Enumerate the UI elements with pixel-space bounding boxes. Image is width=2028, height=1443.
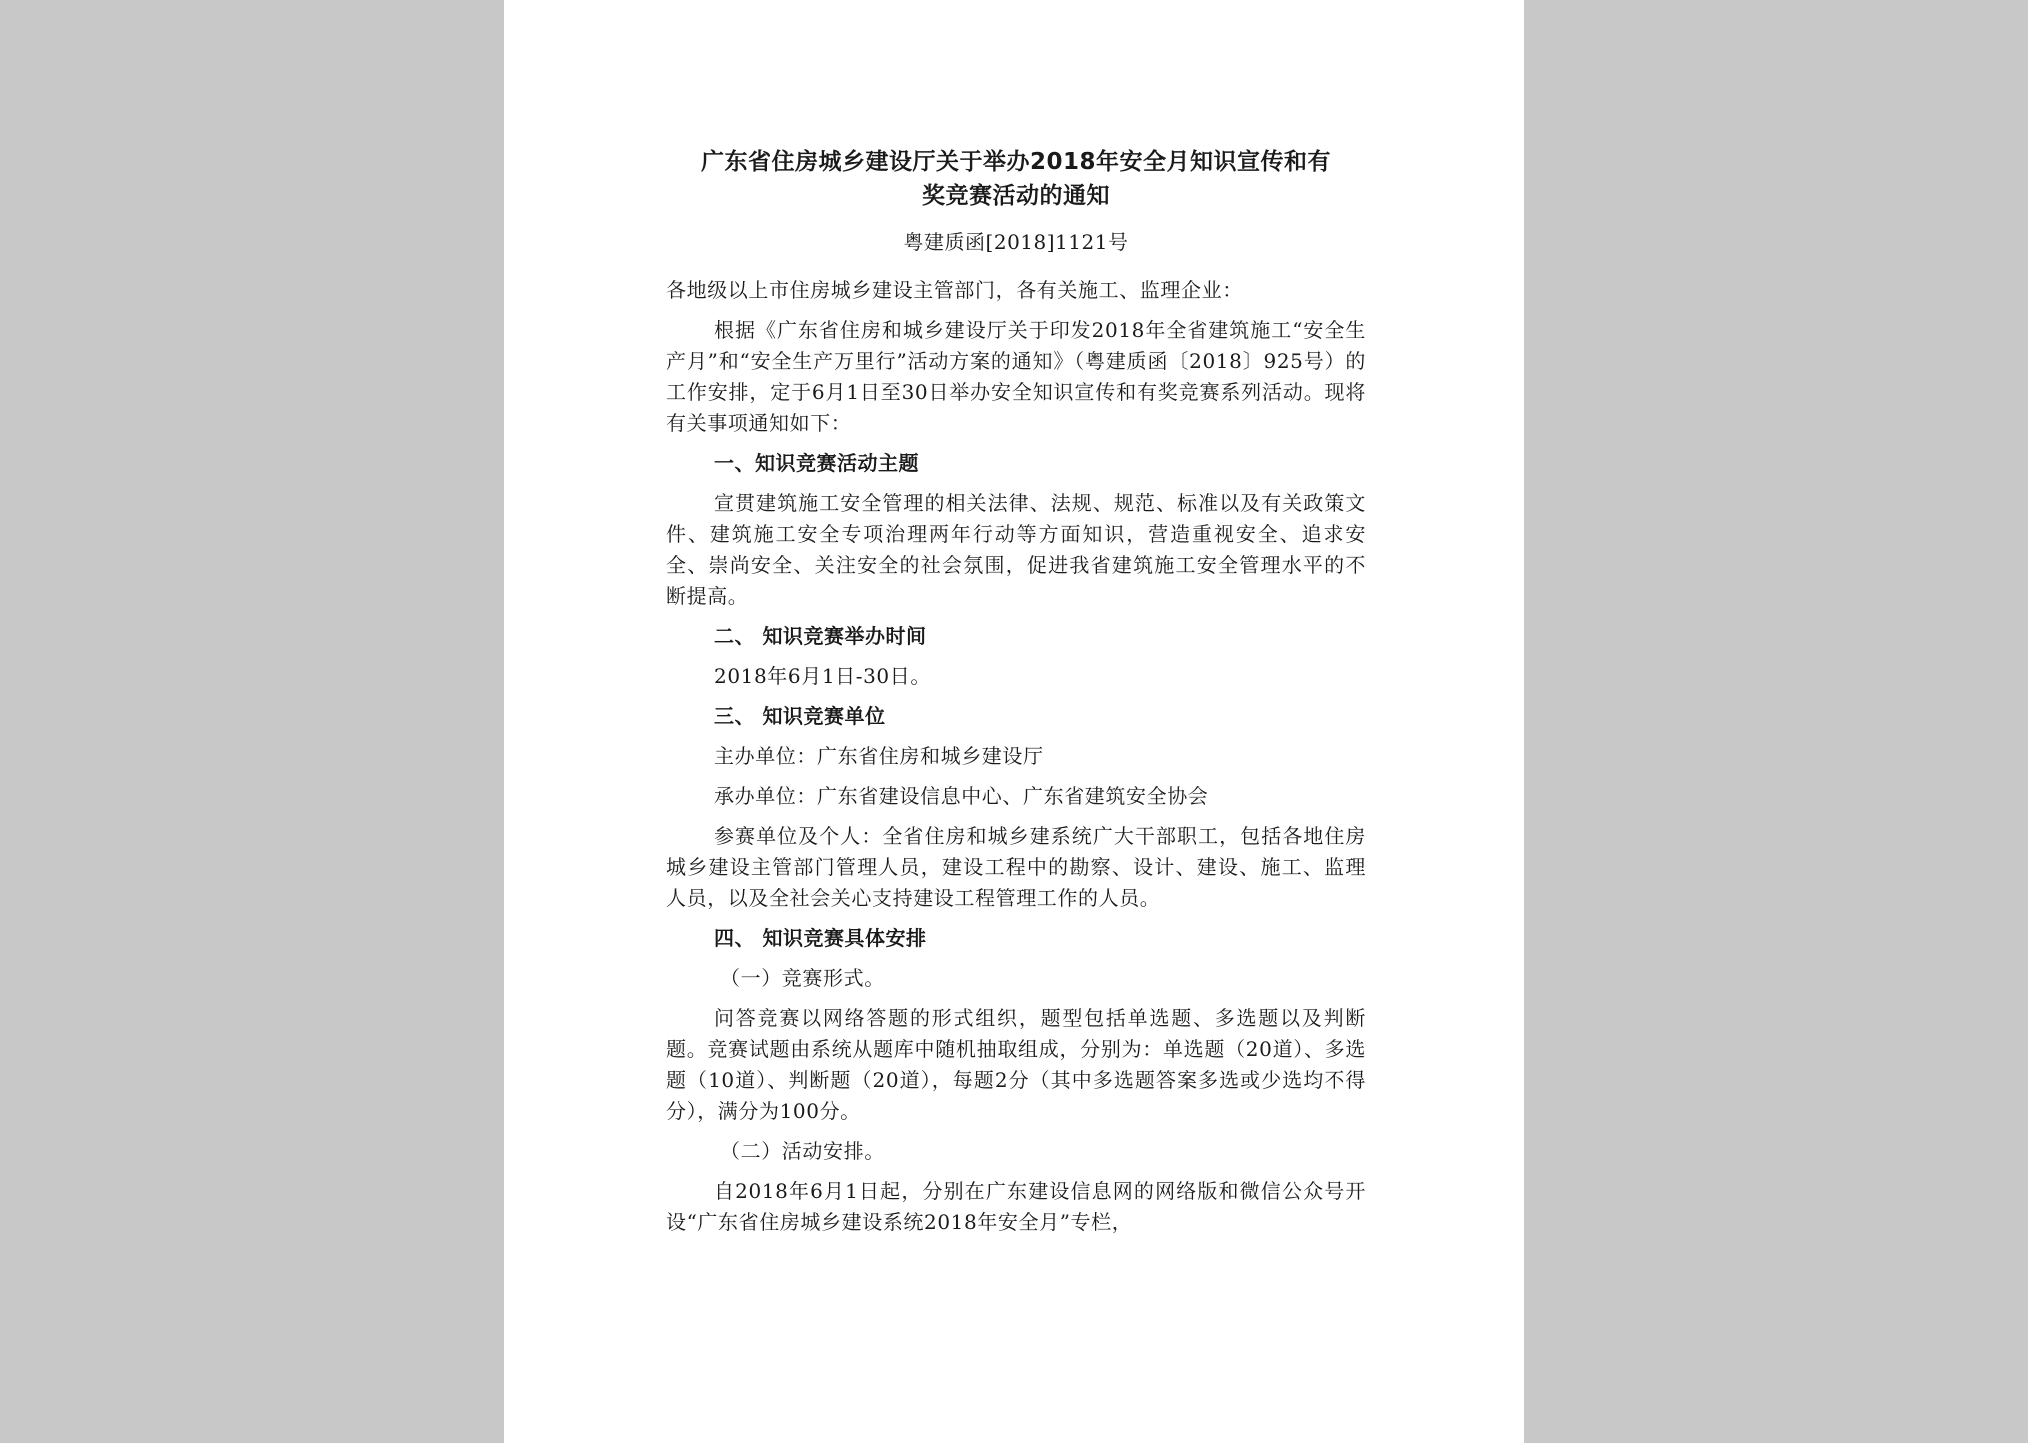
title-line-1: 广东省住房城乡建设厅关于举办2018年安全月知识宣传和有 xyxy=(700,149,1331,175)
section-1-heading: 一、知识竞赛活动主题 xyxy=(714,451,919,475)
title-line-2: 奖竞赛活动的通知 xyxy=(922,183,1110,209)
section-3-organizer: 承办单位：广东省建设信息中心、广东省建筑安全协会 xyxy=(714,784,1209,808)
document-page xyxy=(504,0,1524,1443)
section-2-text: 2018年6月1日-30日。 xyxy=(714,664,931,688)
section-4-sub-2: （二）活动安排。 xyxy=(720,1139,885,1163)
document-title xyxy=(666,145,1366,213)
section-3-host: 主办单位：广东省住房和城乡建设厅 xyxy=(714,744,1044,768)
section-3-heading: 三、 知识竞赛单位 xyxy=(714,704,886,728)
section-4-sub-1-text: 问答竞赛以网络答题的形式组织，题型包括单选题、多选题以及判断题。竞赛试题由系统从题库中随机抽取组成，分别为：单选题（20道）、多选题（10道）、判断题（20道），每题2分（其中多选题答案多选或少选均不得分），满分为100分。 xyxy=(666,1006,1366,1123)
section-4-sub-1: （一）竞赛形式。 xyxy=(720,966,885,990)
salutation: 各地级以上市住房城乡建设主管部门，各有关施工、监理企业： xyxy=(666,278,1243,302)
section-3-participants: 参赛单位及个人：全省住房和城乡建系统广大干部职工，包括各地住房城乡建设主管部门管理人员，建设工程中的勘察、设计、建设、施工、监理人员，以及全社会关心支持建设工程管理工作的人员。 xyxy=(666,824,1366,910)
section-4-heading: 四、 知识竞赛具体安排 xyxy=(714,926,927,950)
section-1-text: 宣贯建筑施工安全管理的相关法律、法规、规范、标准以及有关政策文件、建筑施工安全专项治理两年行动等方面知识，营造重视安全、追求安全、崇尚安全、关注安全的社会氛围，促进我省建筑施工安全管理水平的不断提高。 xyxy=(666,491,1366,608)
document-number: 粤建质函[2018]1121号 xyxy=(903,230,1129,254)
section-2-heading: 二、 知识竞赛举办时间 xyxy=(714,624,927,648)
document-content xyxy=(666,145,1366,1238)
section-4-sub-2-text: 自2018年6月1日起，分别在广东建设信息网的网络版和微信公众号开设“广东省住房城乡建设系统2018年安全月”专栏， xyxy=(666,1179,1366,1234)
intro-paragraph: 根据《广东省住房和城乡建设厅关于印发2018年全省建筑施工“安全生产月”和“安全生产万里行”活动方案的通知》（粤建质函〔2018〕925号）的工作安排，定于6月1日至30日举办安全知识宣传和有奖竞赛系列活动。现将有关事项通知如下： xyxy=(666,318,1366,435)
